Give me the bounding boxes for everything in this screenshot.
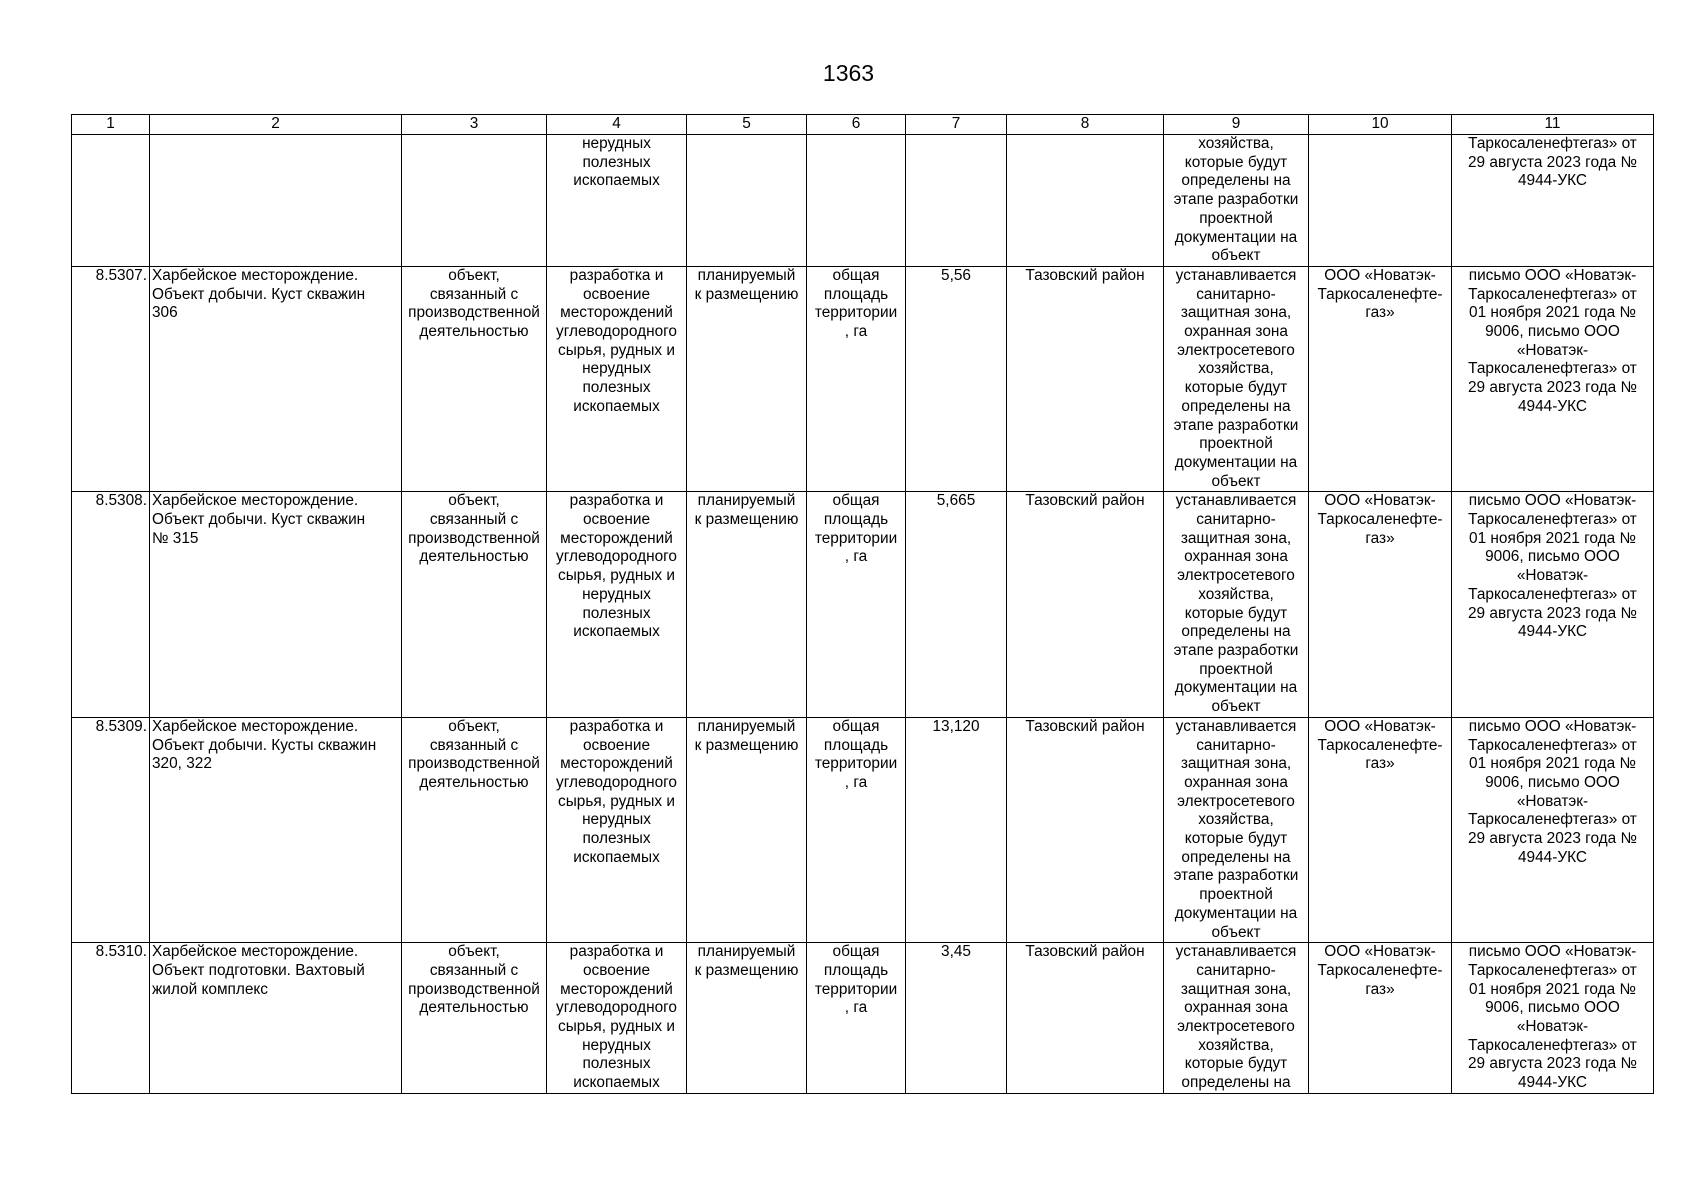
cell-zone-info: хозяйства, которые будут определены на этапе разработки проектной документации на объект [1164,135,1309,267]
page-number: 1363 [822,60,875,86]
cell-object-type [402,135,547,267]
column-header: 11 [1452,115,1654,135]
cell-purpose: разработка и освоение месторождений углеводородного сырья, рудных и нерудных полезных ископаемых [547,943,687,1094]
column-header: 10 [1309,115,1452,135]
table-row-continuation [72,135,1654,267]
cell-object-type: объект, связанный с производственной деятельностью [402,717,547,942]
cell-document: письмо ООО «Новатэк- Таркосаленефтегаз» от 01 ноября 2021 года № 9006, письмо ООО «Новатэк- Таркосаленефтегаз» от 29 августа 2023 года № 4944-УКС [1452,266,1654,491]
cell-characteristic [807,135,906,267]
cell-location: Тазовский район [1007,266,1164,491]
column-header: 1 [72,115,150,135]
column-header: 6 [807,115,906,135]
cell-document: письмо ООО «Новатэк- Таркосаленефтегаз» от 01 ноября 2021 года № 9006, письмо ООО «Новатэк- Таркосаленефтегаз» от 29 августа 2023 года № 4944-УКС [1452,492,1654,717]
cell-object-name: Харбейское месторождение. Объект добычи. Куст скважин № 315 [150,492,402,717]
cell-object-name [150,135,402,267]
cell-object-name: Харбейское месторождение. Объект добычи. Куст скважин 306 [150,266,402,491]
cell-organization: ООО «Новатэк- Таркосаленефте- газ» [1309,266,1452,491]
cell-status: планируемый к размещению [687,717,807,942]
cell-number: 8.5307. [72,266,150,491]
cell-zone-info: устанавливается санитарно- защитная зона, охранная зона электросетевого хозяйства, которые будут определены на [1164,943,1309,1094]
column-header: 2 [150,115,402,135]
cell-number [72,135,150,267]
cell-purpose: разработка и освоение месторождений углеводородного сырья, рудных и нерудных полезных ископаемых [547,717,687,942]
cell-organization: ООО «Новатэк- Таркосаленефте- газ» [1309,717,1452,942]
cell-purpose: нерудных полезных ископаемых [547,135,687,267]
column-header: 4 [547,115,687,135]
cell-purpose: разработка и освоение месторождений углеводородного сырья, рудных и нерудных полезных ископаемых [547,492,687,717]
cell-organization: ООО «Новатэк- Таркосаленефте- газ» [1309,943,1452,1094]
cell-zone-info: устанавливается санитарно- защитная зона, охранная зона электросетевого хозяйства, которые будут определены на этапе разработки проектной документации на объект [1164,266,1309,491]
cell-status: планируемый к размещению [687,266,807,491]
table-row [72,266,1654,491]
column-header: 5 [687,115,807,135]
cell-characteristic: общая площадь территории , га [807,492,906,717]
cell-object-type: объект, связанный с производственной деятельностью [402,492,547,717]
column-number-row [72,115,1654,135]
cell-object-name: Харбейское месторождение. Объект добычи. Кусты скважин 320, 322 [150,717,402,942]
cell-characteristic: общая площадь территории , га [807,717,906,942]
cell-location: Тазовский район [1007,492,1164,717]
cell-zone-info: устанавливается санитарно- защитная зона, охранная зона электросетевого хозяйства, которые будут определены на этапе разработки проектной документации на объект [1164,717,1309,942]
cell-object-type: объект, связанный с производственной деятельностью [402,943,547,1094]
cell-purpose: разработка и освоение месторождений углеводородного сырья, рудных и нерудных полезных ископаемых [547,266,687,491]
cell-location: Тазовский район [1007,943,1164,1094]
cell-number: 8.5310. [72,943,150,1094]
column-header: 3 [402,115,547,135]
table-row [72,717,1654,942]
cell-location [1007,135,1164,267]
cell-characteristic: общая площадь территории , га [807,943,906,1094]
cell-object-name: Харбейское месторождение. Объект подготовки. Вахтовый жилой комплекс [150,943,402,1094]
cell-status: планируемый к размещению [687,943,807,1094]
table-row [72,943,1654,1094]
column-header: 7 [906,115,1007,135]
cell-area-value [906,135,1007,267]
cell-object-type: объект, связанный с производственной деятельностью [402,266,547,491]
cell-number: 8.5309. [72,717,150,942]
column-header: 9 [1164,115,1309,135]
register-table [71,114,1654,1094]
cell-document: письмо ООО «Новатэк- Таркосаленефтегаз» от 01 ноября 2021 года № 9006, письмо ООО «Новатэк- Таркосаленефтегаз» от 29 августа 2023 года № 4944-УКС [1452,717,1654,942]
table-row [72,492,1654,717]
cell-location: Тазовский район [1007,717,1164,942]
cell-organization [1309,135,1452,267]
cell-zone-info: устанавливается санитарно- защитная зона, охранная зона электросетевого хозяйства, которые будут определены на этапе разработки проектной документации на объект [1164,492,1309,717]
cell-document: Таркосаленефтегаз» от 29 августа 2023 года № 4944-УКС [1452,135,1654,267]
cell-area-value: 3,45 [906,943,1007,1094]
cell-status: планируемый к размещению [687,492,807,717]
cell-area-value: 5,665 [906,492,1007,717]
cell-area-value: 5,56 [906,266,1007,491]
cell-number: 8.5308. [72,492,150,717]
cell-document: письмо ООО «Новатэк- Таркосаленефтегаз» от 01 ноября 2021 года № 9006, письмо ООО «Новатэк- Таркосаленефтегаз» от 29 августа 2023 года № 4944-УКС [1452,943,1654,1094]
cell-characteristic: общая площадь территории , га [807,266,906,491]
column-header: 8 [1007,115,1164,135]
cell-organization: ООО «Новатэк- Таркосаленефте- газ» [1309,492,1452,717]
cell-area-value: 13,120 [906,717,1007,942]
cell-status [687,135,807,267]
